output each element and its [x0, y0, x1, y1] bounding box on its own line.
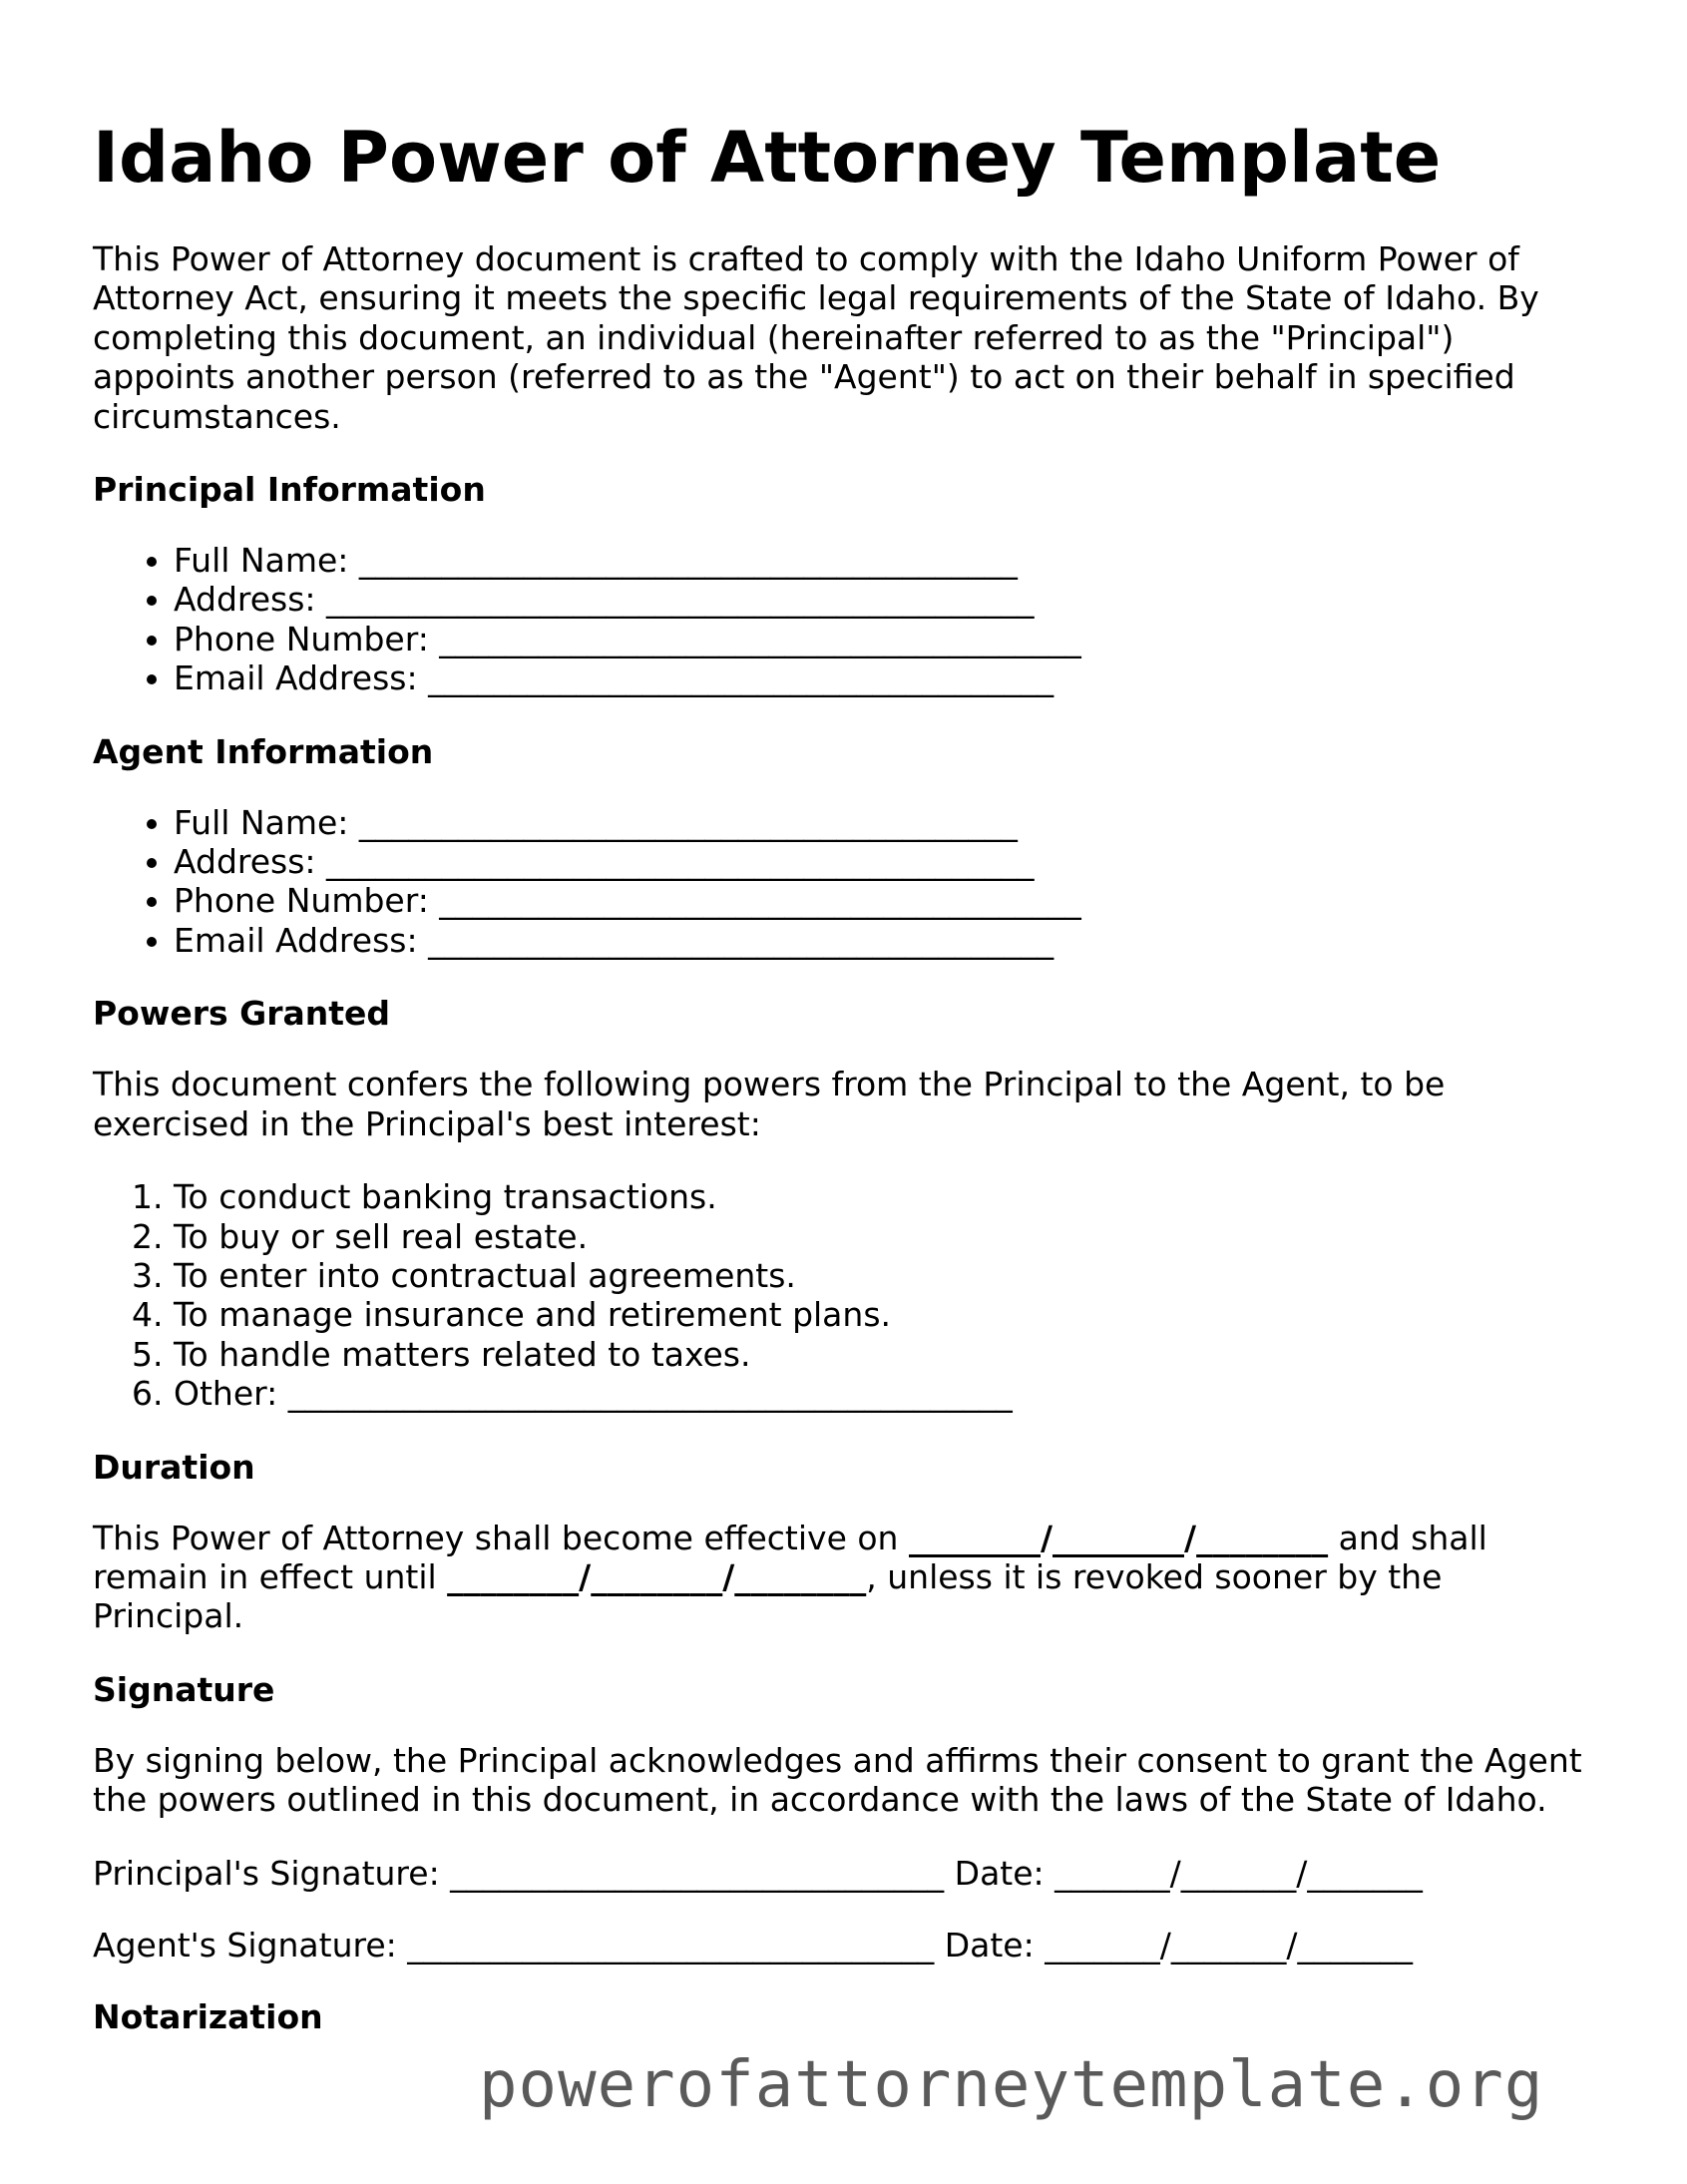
agent-signature-line: Agent's Signature: ________________________________ Date: _______/_______/_______ [93, 1925, 1413, 1965]
agent-fields-list [93, 803, 1599, 961]
document-page [93, 118, 1599, 2068]
watermark: powerofattorneytemplate.org [479, 2048, 1544, 2122]
duration-text-3: , unless it is revoked sooner by the Principal. [93, 1556, 1443, 1636]
principal-signature-line: Principal's Signature: ______________________________ Date: _______/_______/_______ [93, 1853, 1423, 1893]
principal-email-field: • Email Address: ______________________________________ [174, 658, 1599, 697]
end-date-blank: ________/________/________ [447, 1556, 867, 1596]
principal-heading: Principal Information [93, 470, 486, 510]
powers-list [93, 1177, 1599, 1413]
power-item: 4. To manage insurance and retirement plans. [174, 1295, 1599, 1334]
power-item: 1. To conduct banking transactions. [174, 1177, 1599, 1216]
duration-text-2: and shall remain in effect until [93, 1518, 1487, 1596]
principal-fields-list [93, 541, 1599, 698]
signature-heading: Signature [93, 1669, 275, 1709]
document-title: Idaho Power of Attorney Template [93, 117, 1442, 199]
duration-heading: Duration [93, 1447, 255, 1487]
agent-phone-field: • Phone Number: _______________________________________ [174, 881, 1599, 920]
duration-paragraph [93, 1519, 1599, 1636]
agent-address-field: • Address: ___________________________________________ [174, 842, 1599, 881]
intro-paragraph: This Power of Attorney document is crafted to comply with the Idaho Uniform Power of Attorney Act, ensuring it meets the specific legal requirements of the State of Idaho. By completing this document, an individual (hereinafter referred to as the "Principal") appoints another person (referred to as the "Agent") to act on their behalf in specified circumstances. [93, 239, 1539, 436]
power-item: 2. To buy or sell real estate. [174, 1217, 1599, 1256]
principal-address-field: • Address: ___________________________________________ [174, 580, 1599, 619]
power-item-other: 6. Other: ____________________________________________ [174, 1374, 1599, 1413]
effective-date-blank: ________/________/________ [908, 1518, 1329, 1557]
duration-text-1: This Power of Attorney shall become effective on [93, 1518, 909, 1557]
powers-paragraph: This document confers the following powers from the Principal to the Agent, to be exercised in the Principal's best interest: [93, 1065, 1446, 1143]
power-item: 3. To enter into contractual agreements. [174, 1256, 1599, 1295]
power-item: 5. To handle matters related to taxes. [174, 1335, 1599, 1374]
principal-phone-field: • Phone Number: _______________________________________ [174, 620, 1599, 658]
principal-full-name-field: • Full Name: ________________________________________ [174, 541, 1599, 580]
agent-full-name-field: • Full Name: ________________________________________ [174, 803, 1599, 842]
agent-heading: Agent Information [93, 731, 434, 771]
signature-paragraph: By signing below, the Principal acknowledges and affirms their consent to grant the Agent the powers outlined in this document, in accordance with the laws of the State of Idaho. [93, 1740, 1582, 1820]
notarization-heading: Notarization [93, 1996, 323, 2036]
powers-heading: Powers Granted [93, 994, 391, 1034]
agent-email-field: • Email Address: ______________________________________ [174, 921, 1599, 960]
